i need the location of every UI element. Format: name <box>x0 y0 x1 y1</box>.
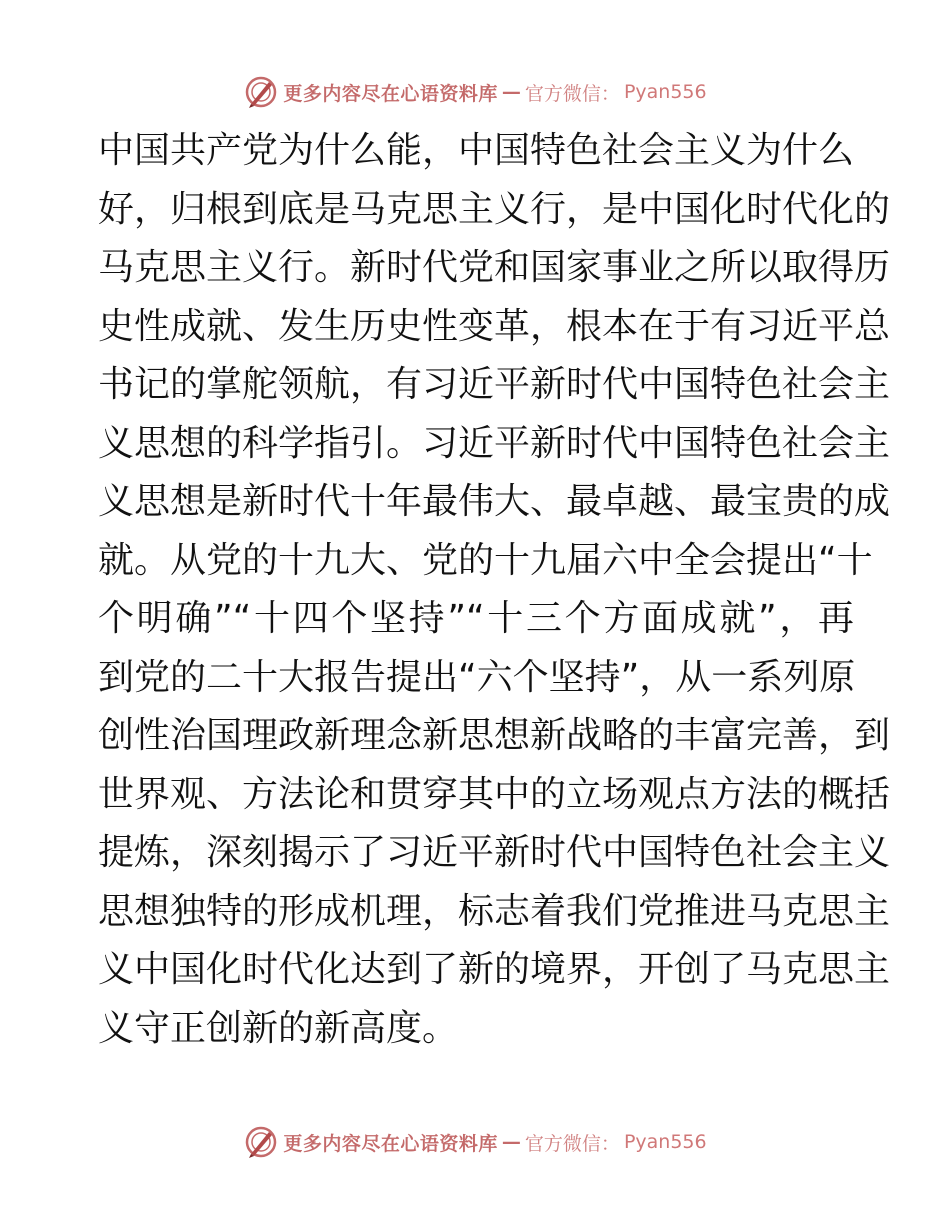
paragraph-line: 个明确”“十四个坚持”“十三个方面成就”，再 <box>98 598 854 639</box>
paragraph-line: 到党的二十大报告提出“六个坚持”，从一系列原 <box>98 656 856 698</box>
watermark-label: 官方微信： <box>524 1132 620 1155</box>
watermark-handle: Pyan556 <box>623 1131 707 1153</box>
paragraph-line: 史性成就、发生历史性变革，根本在于有习近平总 <box>98 305 891 347</box>
paragraph-line: 提炼，深刻揭示了习近平新时代中国特色社会主义 <box>98 832 891 873</box>
paragraph-line: 世界观、方法论和贯穿其中的立场观点方法的概括 <box>98 773 891 815</box>
watermark-label: 官方微信： <box>524 82 620 105</box>
pen-logo-icon <box>243 1124 279 1160</box>
paragraph-line: 书记的掌舵领航，有习近平新时代中国特色社会主 <box>98 364 891 405</box>
watermark-main-text: 更多内容尽在心语资料库 <box>283 1132 498 1155</box>
paragraph-line: 义中国化时代化达到了新的境界，开创了马克思主 <box>98 949 891 990</box>
paragraph-line: 中国共产党为什么能，中国特色社会主义为什么 <box>98 130 855 171</box>
paragraph-line: 思想独特的形成机理，标志着我们党推进马克思主 <box>98 890 891 932</box>
pen-logo-icon <box>243 74 279 110</box>
footer-watermark <box>0 1124 950 1160</box>
paragraph-line: 马克思主义行。新时代党和国家事业之所以取得历 <box>98 247 891 288</box>
header-watermark <box>0 74 950 110</box>
watermark-separator: — <box>501 81 521 103</box>
paragraph-line: 义思想是新时代十年最伟大、最卓越、最宝贵的成 <box>98 481 891 522</box>
watermark-main-text: 更多内容尽在心语资料库 <box>283 82 498 105</box>
body-paragraph <box>98 122 891 1058</box>
watermark-handle: Pyan556 <box>623 81 707 103</box>
paragraph-line: 好，归根到底是马克思主义行，是中国化时代化的 <box>98 188 891 230</box>
watermark-separator: — <box>501 1131 521 1153</box>
paragraph-line-last: 义守正创新的新高度。 <box>98 1007 459 1049</box>
paragraph-line: 义思想的科学指引。习近平新时代中国特色社会主 <box>98 422 891 464</box>
paragraph-line: 就。从党的十九大、党的十九届六中全会提出“十 <box>98 539 873 581</box>
paragraph-line: 创性治国理政新理念新思想新战略的丰富完善，到 <box>98 715 891 756</box>
